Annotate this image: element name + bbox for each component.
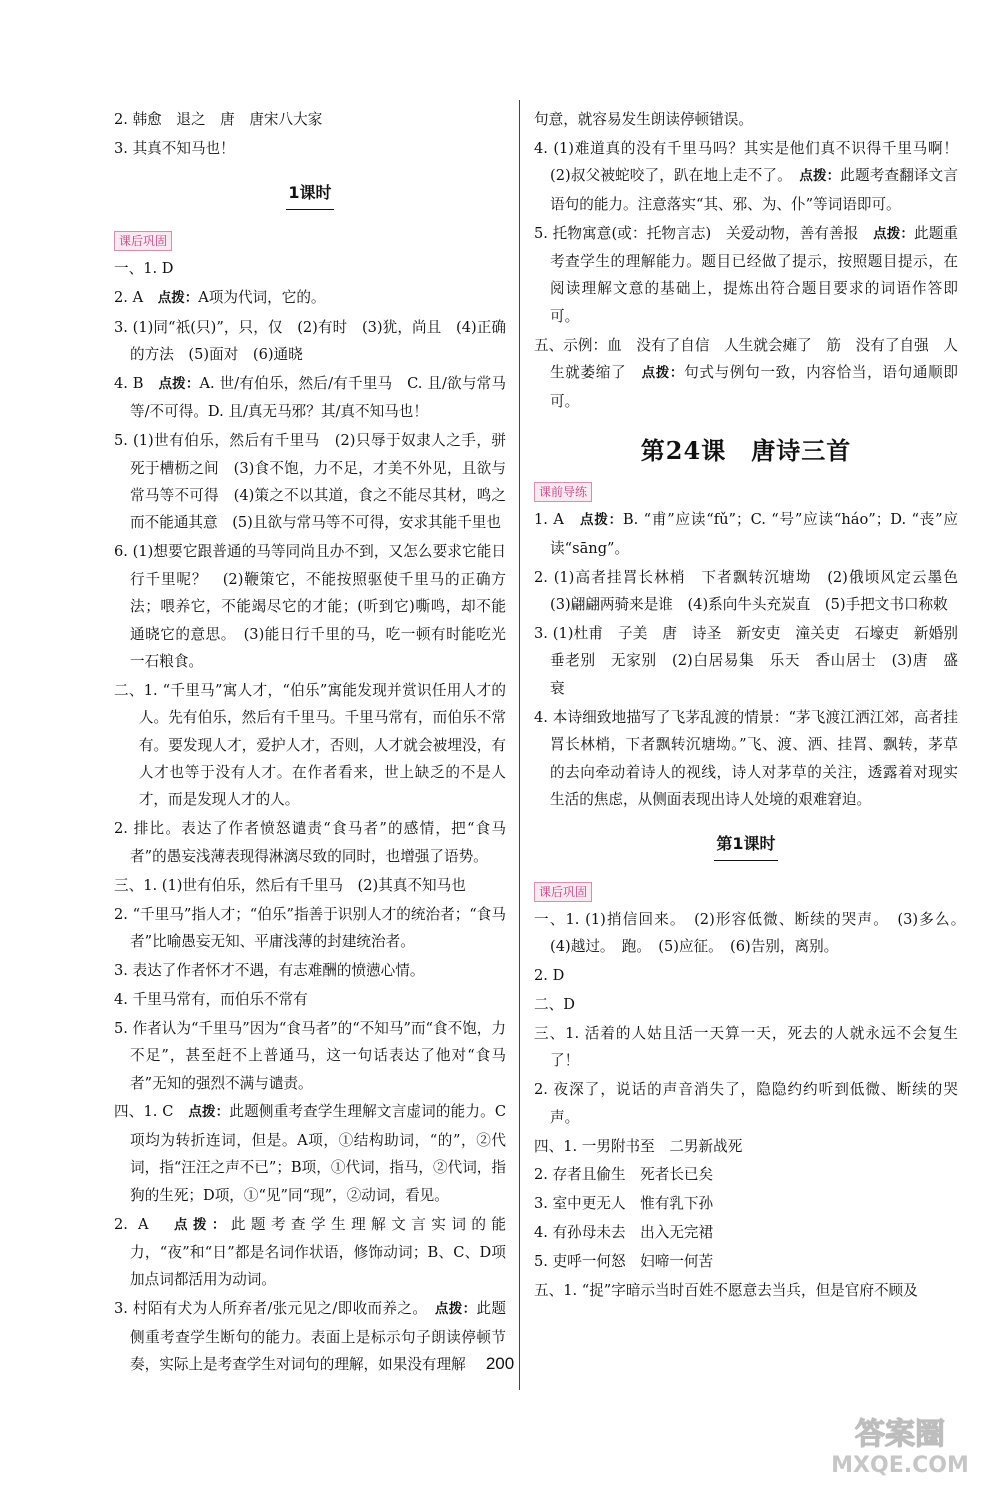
answer-item: 4. 本诗细致地描写了飞茅乱渡的情景：“茅飞渡江洒江郊，高者挂罥长林梢，下者飘转沉塘坳。”飞、渡、洒、挂罥、飘转，茅草的去向牵动着诗人的视线，诗人对茅草的关注，透露着对现实生活的焦虑，从侧面表现出诗人处境的艰难窘迫。 bbox=[534, 708, 958, 808]
answer-item: 2. A 点拨：此题考查学生理解文言实词的能力，“夜”和“日”都是名词作状语，修饰动词；B、C、D项加点词都活用为动词。 bbox=[114, 1215, 506, 1289]
hint-label: 点拨： bbox=[799, 168, 841, 185]
section-tag: 课后巩固 bbox=[114, 231, 172, 251]
answer-item: 4. 有孙母未去 出入无完裙 bbox=[534, 1224, 714, 1242]
answer-item: 2. “千里马”指人才；“伯乐”指善于识别人才的统治者；“食马者”比喻愚妄无知、平庸浅薄的封建统治者。 bbox=[114, 905, 506, 950]
answer-item: 6. (1)想要它跟普通的马等同尚且办不到，又怎么要求它能日行千里呢？ (2)鞭策它，不能按照驱使千里马的正确方法；喂养它，不能竭尽它的才能；(听到它)嘶鸣，却不能通晓它的意思。 (3)能日行千里的马，吃一顿有时能吃光一石粮食。 bbox=[114, 543, 506, 670]
tag-row bbox=[534, 474, 958, 506]
answer-item: 2. A 点拨：A项为代词，它的。 bbox=[114, 288, 326, 306]
lesson-title: 第24课 唐诗三首 bbox=[640, 435, 852, 465]
answer-item: 五、1. “捉”字暗示当时百姓不愿意去当兵，但是官府不顾及 bbox=[534, 1282, 918, 1300]
answer-item: 一、1. (1)捎信回来。 (2)形容低微、断续的哭声。 (3)多么。 (4)越过。 跑。 (5)应征。 (6)告别，离别。 bbox=[534, 910, 973, 956]
watermark-logo bbox=[810, 1410, 990, 1482]
answer-item: 4. (1)难道真的没有千里马吗？其实是他们真不识得千里马啊！(2)叔父被蛇咬了，趴在地上走不了。 点拨：此题考查翻译文言语句的能力。注意落实“其、邪、为、仆”等词语即可。 bbox=[534, 139, 958, 213]
answer-item: 2. D bbox=[534, 967, 565, 985]
answer-item: 3. 室中更无人 惟有乳下孙 bbox=[534, 1195, 714, 1213]
hint-label: 点拨： bbox=[158, 375, 200, 392]
answer-item: 四、1. C 点拨：此题侧重考查学生理解文言虚词的能力。C项均为转折连词，但是。A项，①结构助词，“的”，②代词，指“汪汪之声不已”；B项，①代词，指马，②代词，指狗的生死；D项，①“见”同“现”，②动词，看见。 bbox=[114, 1103, 507, 1204]
answer-item: 2. 排比。表达了作者愤怒谴责“食马者”的感情，把“食马者”的愚妄浅薄表现得淋漓尽致的同时，也增强了语势。 bbox=[114, 820, 506, 865]
answer-item: 5. 作者认为“千里马”因为“食马者”的“不知马”而“食不饱，力不足”，甚至赶不上普通马，这一句话表达了他对“食马者”无知的强烈不满与谴责。 bbox=[114, 1019, 506, 1092]
answer-item: 句意，就容易发生朗读停顿错误。 bbox=[534, 111, 753, 128]
hint-label: 点拨： bbox=[641, 365, 685, 382]
page-number: 200 bbox=[485, 1354, 515, 1373]
watermark-title: 答案圈 bbox=[855, 1417, 945, 1452]
answer-item: 2. 存者且偷生 死者长已矣 bbox=[534, 1166, 714, 1184]
hint-label: 点拨： bbox=[434, 1301, 477, 1318]
section-title-text: 第1课时 bbox=[714, 830, 777, 860]
answer-item: 3. 村陌有犬为人所弃者/张元见之/即收而养之。 点拨：此题侧重考查学生断句的能力。表面上是标示句子朗读停顿节奏，实际上是考查学生对词句的理解，如果没有理解 bbox=[114, 1300, 507, 1374]
answer-item: 二、1. “千里马”寓人才，“伯乐”寓能发现并赏识任用人才的人。先有伯乐，然后有千里马。千里马常有，而伯乐不常有。要发现人才，爱护人才，否则，人才就会被埋没，有人才也等于没有人才。在作者看来，世上缺乏的不是人才，而是发现人才的人。 bbox=[114, 681, 506, 809]
answer-item: 2. 韩愈 退之 唐 唐宋八大家 bbox=[114, 111, 323, 128]
answer-item: 二、D bbox=[534, 995, 575, 1013]
column-divider bbox=[519, 100, 520, 1390]
hint-label: 点拨： bbox=[873, 225, 914, 242]
hint-label: 点拨： bbox=[188, 1104, 230, 1121]
section-tag: 课后巩固 bbox=[534, 882, 592, 902]
tag-row bbox=[534, 874, 958, 906]
answer-item: 1. A 点拨：B. “甫”应读“fǔ”；C. “号”应读“háo”；D. “丧”应读“sāng”。 bbox=[534, 511, 958, 557]
answer-item: 三、1. 活着的人姑且活一天算一天，死去的人就永远不会复生了！ bbox=[534, 1024, 958, 1070]
answer-item: 4. 千里马常有，而伯乐不常有 bbox=[114, 990, 308, 1008]
answer-item: 3. (1)同“祇(只)”，只，仅 (2)有时 (3)犹，尚且 (4)正确的方法 (5)面对 (6)通晓 bbox=[114, 318, 506, 363]
watermark-url: MXQE.COM bbox=[831, 1453, 969, 1478]
hint-label: 点拨： bbox=[580, 512, 623, 529]
hint-label: 点拨： bbox=[157, 289, 199, 306]
answer-item: 2. (1)高者挂罥长林梢 下者飘转沉塘坳 (2)俄顷风定云墨色 (3)翩翩两骑来是谁 (4)系向牛头充炭直 (5)手把文书口称敕 bbox=[534, 568, 973, 614]
section-title bbox=[534, 830, 958, 860]
answer-item: 3. 表达了作者怀才不遇，有志难酬的愤懑心情。 bbox=[114, 961, 425, 979]
answer-item: 3. 其真不知马也！ bbox=[114, 139, 235, 157]
answer-item: 三、1. (1)世有伯乐，然后有千里马 (2)其真不知马也 bbox=[114, 876, 466, 894]
hint-label: 点拨： bbox=[174, 1216, 231, 1233]
section-tag: 课前导练 bbox=[534, 482, 592, 502]
answer-item: 3. (1)杜甫 子美 唐 诗圣 新安吏 潼关吏 石壕吏 新婚别 垂老别 无家别 (2)白居易集 乐天 香山居士 (3)唐 盛 衰 bbox=[534, 625, 973, 697]
answer-item: 5. 吏呼一何怒 妇啼一何苦 bbox=[534, 1253, 714, 1271]
left-column bbox=[114, 106, 506, 1380]
right-column bbox=[534, 106, 973, 1306]
answer-item: 五、示例：血 没有了自信 人生就会瘫了 筋 没有了自强 人生就萎缩了 点拨：句式与例句一致，内容恰当，语句通顺即可。 bbox=[534, 336, 958, 410]
answer-item: 4. B 点拨：A. 世/有伯乐，然后/有千里马 C. 且/欲与常马等/不可得。D. 且/真无马邪？其/真不知马也！ bbox=[114, 374, 506, 421]
answer-item: 2. 夜深了，说话的声音消失了，隐隐约约听到低微、断续的哭声。 bbox=[534, 1081, 958, 1126]
section-title bbox=[114, 179, 506, 209]
answer-item: 5. 托物寓意(或：托物言志) 关爱动物，善有善报 点拨：此题重考查学生的理解能力。题目已经做了提示，按照题目提示，在阅读理解文意的基础上，提炼出符合题目要求的词语作答即可。 bbox=[534, 224, 958, 325]
tag-row bbox=[114, 223, 506, 255]
answer-item: 5. (1)世有伯乐，然后有千里马 (2)只辱于奴隶人之手，骈死于槽枥之间 (3)食不饱，力不足，才美不外见，且欲与常马等不可得 (4)策之不以其道，食之不能尽其材，鸣之而不能通其意 (5)且欲与常马等不可得，安求其能千里也 bbox=[114, 432, 506, 532]
section-title-text: 1课时 bbox=[286, 179, 333, 209]
answer-item: 一、1. D bbox=[114, 259, 174, 277]
answer-item: 四、1. 一男附书至 二男新战死 bbox=[534, 1137, 743, 1155]
